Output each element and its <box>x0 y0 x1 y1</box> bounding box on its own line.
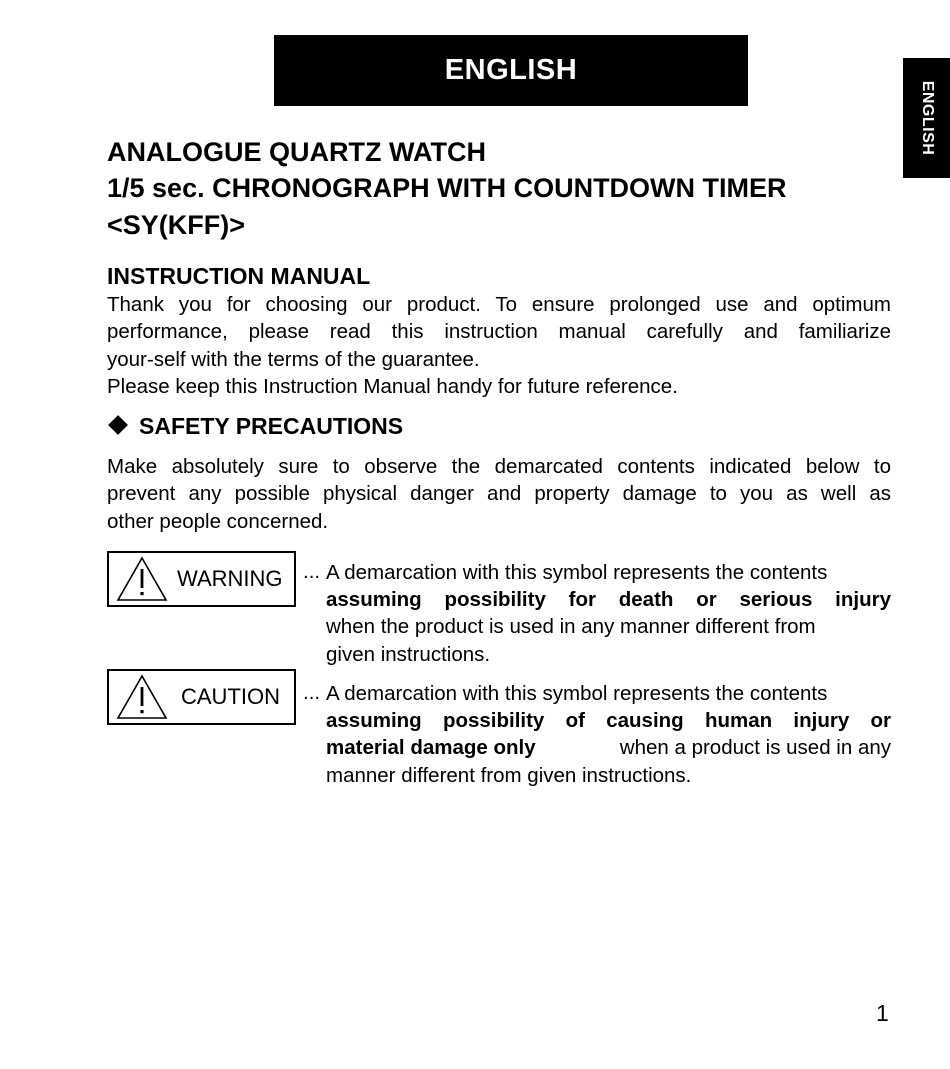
caution-description <box>326 680 891 789</box>
caution-bold-fragment: material damage only <box>326 736 536 760</box>
warning-sign <box>107 551 296 607</box>
intro-paragraph <box>107 291 891 401</box>
caution-leader: ... <box>303 681 321 704</box>
caution-line-mixed <box>326 734 891 761</box>
caution-line-fragment: when a product is used in any <box>619 736 891 760</box>
warning-triangle-icon <box>115 673 169 721</box>
intro-line: Please keep this Instruction Manual handy for future reference. <box>107 375 678 399</box>
caution-line: A demarcation with this symbol represents the contents <box>326 682 828 705</box>
safety-heading-text: SAFETY PRECAUTIONS <box>139 413 404 439</box>
warning-line-bold: assuming possibility for death or serious injury <box>326 588 891 612</box>
warning-line: given instructions. <box>326 642 491 666</box>
intro-line: performance, please read this instruction manual carefully and familiarize <box>107 320 891 344</box>
side-tab-label: ENGLISH <box>918 80 936 156</box>
warning-triangle-icon <box>115 555 169 603</box>
caution-line: manner different from given instructions. <box>326 763 692 787</box>
title-line-1: ANALOGUE QUARTZ WATCH <box>107 137 486 167</box>
warning-description <box>326 559 891 668</box>
safety-line: Make absolutely sure to observe the demarcated contents indicated below to <box>107 455 891 478</box>
title-line-2: 1/5 sec. CHRONOGRAPH WITH COUNTDOWN TIMER <box>107 173 787 203</box>
language-banner <box>274 35 748 106</box>
warning-line: when the product is used in any manner different from <box>326 615 816 639</box>
warning-line: A demarcation with this symbol represents the contents <box>326 561 828 584</box>
diamond-icon <box>108 415 128 435</box>
intro-line: Thank you for choosing our product. To ensure prolonged use and optimum <box>107 293 891 316</box>
warning-leader: ... <box>303 560 321 583</box>
caution-sign <box>107 669 296 725</box>
caution-line-bold: assuming possibility of causing human injury or <box>326 709 891 733</box>
language-side-tab <box>903 58 950 178</box>
page-number: 1 <box>876 1000 889 1026</box>
intro-line: your-self with the terms of the guarantee. <box>107 347 480 371</box>
title-line-3: <SY(KFF)> <box>107 210 246 240</box>
safety-line: other people concerned. <box>107 509 329 533</box>
safety-line: prevent any possible physical danger and property damage to you as well as <box>107 482 891 506</box>
warning-label: WARNING <box>177 566 283 591</box>
banner-label: ENGLISH <box>444 54 578 86</box>
safety-paragraph <box>107 453 891 535</box>
safety-precautions-heading <box>107 413 403 440</box>
caution-label: CAUTION <box>181 684 280 709</box>
instruction-manual-heading: INSTRUCTION MANUAL <box>107 263 371 289</box>
